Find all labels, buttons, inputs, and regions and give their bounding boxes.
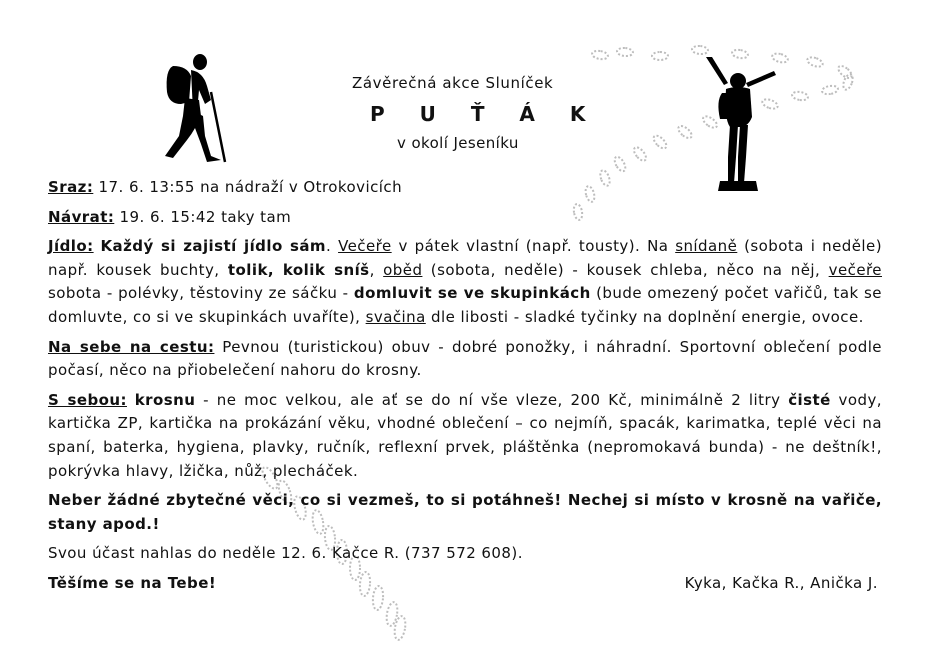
- closing-line: [48, 572, 882, 596]
- navrat-text: 19. 6. 15:42 taky tam: [114, 207, 292, 226]
- signature: Kyka, Kačka R., Anička J.: [684, 573, 878, 592]
- footprint: [806, 56, 824, 69]
- nasebe-label: Na sebe na cestu:: [48, 337, 215, 356]
- warning-text: Neber žádné zbytečné věci, co si vezmeš, to si potáhneš! Nechej si místo v krosně na vařiče, stany apod.!: [48, 491, 882, 533]
- jidlo-underlined: snídaně: [675, 237, 738, 256]
- sraz-paragraph: [48, 176, 882, 200]
- jidlo-text: (sobota i neděle) např. kousek buchty,: [48, 237, 883, 279]
- jidlo-bold: tolik, kolik sníš: [227, 260, 370, 279]
- jidlo-text: ,: [369, 260, 384, 279]
- warning-paragraph: [48, 489, 882, 536]
- closing-text: Těšíme se na Tebe!: [48, 573, 217, 592]
- jidlo-paragraph: [48, 235, 882, 329]
- sebou-text: - ne moc velkou, ale ať se do ní vše vleze, 200 Kč, minimálně 2 litry: [195, 390, 789, 409]
- footprint: [821, 85, 838, 96]
- footprint: [591, 50, 608, 61]
- sebou-text: vody, kartička ZP, kartička na prokázání věku, vhodné oblečení – co nejmíň, spacák, karimatka, teplé věci na spaní, baterka, hygiena, plavky, ručník, reflexní prvek, pláštěnka (nepromokavá bunda) - ne deštník!, pokrývka hlavy, lžička, nůž, plecháček.: [48, 390, 882, 480]
- sraz-text: 17. 6. 13:55 na nádraží v Otrokovicích: [93, 178, 403, 196]
- jidlo-text: (bude omezený počet vařičů, tak se domluvte, co si ve skupinkách uvaříte),: [48, 284, 882, 326]
- footprint: [842, 73, 855, 91]
- register-paragraph: [48, 542, 882, 566]
- event-location: v okolí Jeseníku: [397, 134, 519, 152]
- footprint: [385, 601, 399, 626]
- jidlo-text: (sobota, neděle) - kousek chleba, něco na něj,: [422, 260, 829, 279]
- page-title: P U Ť Á K: [370, 102, 600, 126]
- jidlo-text: v pátek vlastní (např. tousty). Na: [391, 237, 676, 256]
- register-text: Svou účast nahlas do neděle 12. 6. Kačce R. (737 572 608).: [48, 544, 523, 563]
- invitation-body: [48, 176, 882, 602]
- sebou-bold: krosnu: [134, 390, 196, 409]
- sebou-paragraph: [48, 389, 882, 483]
- jidlo-label: Jídlo:: [48, 237, 94, 256]
- nasebe-paragraph: [48, 336, 882, 383]
- hiker-silhouette-icon: [155, 52, 235, 164]
- footprint: [613, 155, 628, 173]
- jidlo-underlined: Večeře: [338, 237, 392, 256]
- footprint: [791, 91, 808, 102]
- jidlo-text: .: [326, 237, 339, 256]
- jidlo-text: dle libosti - sladké tyčinky na doplnění energie, ovoce.: [425, 307, 864, 326]
- navrat-paragraph: [48, 206, 882, 230]
- sebou-text: [127, 391, 135, 409]
- jidlo-underlined: svačina: [365, 307, 426, 326]
- event-subtitle: Závěrečná akce Sluníček: [352, 74, 554, 92]
- jidlo-underlined: oběd: [383, 260, 423, 279]
- navrat-label: Návrat:: [48, 207, 115, 226]
- jidlo-bold: Každý si zajistí jídlo sám: [100, 237, 327, 256]
- footprint: [652, 52, 668, 60]
- footprint: [692, 45, 709, 54]
- sebou-bold: čisté: [788, 390, 831, 409]
- jidlo-bold: domluvit se ve skupinkách: [353, 284, 591, 303]
- footprint: [617, 47, 634, 56]
- jidlo-text: sobota - polévky, těstoviny ze sáčku -: [48, 284, 354, 303]
- nasebe-text: Pevnou (turistickou) obuv - dobré ponožky, i náhradní. Sportovní oblečení podle počasí, něco na přiobelečení nahoru do krosny.: [48, 337, 882, 380]
- sebou-label: S sebou:: [48, 390, 127, 409]
- jidlo-underlined: večeře: [828, 260, 882, 279]
- footprint: [393, 615, 407, 640]
- sraz-label: Sraz:: [48, 178, 94, 196]
- footprint: [836, 64, 853, 80]
